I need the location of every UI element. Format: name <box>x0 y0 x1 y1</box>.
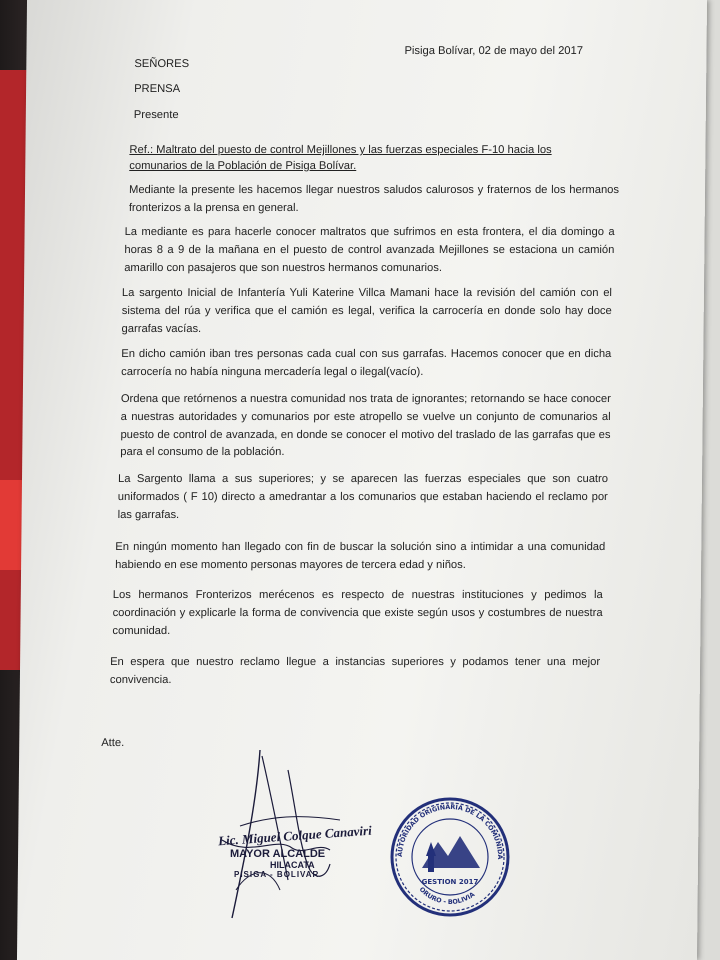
signature-block <box>200 740 373 920</box>
body-paragraph: Los hermanos Fronterizos merécenos es respecto de nuestras instituciones y pedimos la coordinación y explicarle la forma de convivencia que existe según usos y costumbres de nuestra comunidad. <box>112 589 603 637</box>
seal-ring-text: AUTORIDAD ORIGINARIA DE LA COMUNIDA <box>395 802 505 860</box>
svg-text:AUTORIDAD ORIGINARIA DE LA COM <box>388 794 504 859</box>
recipient-line: Presente <box>133 109 179 121</box>
recipient-line: PRENSA <box>134 83 181 95</box>
recipient-line: SEÑORES <box>134 58 190 70</box>
body-paragraph: La sargento Inicial de Infantería Yuli Katerine Villca Mamani hace la revisión del camión con el sistema del rúa y verifica que el camión es legal, verifica la carrocería en donde solo hay doce garrafas vacías. <box>121 287 613 335</box>
reference-line: comunarios de la Población de Pisiga Bolívar. <box>129 160 357 172</box>
signatory-title: MAYOR ALCALDE <box>230 848 326 860</box>
seal-bottom-text: ORURO - BOLIVIA <box>417 885 477 907</box>
body-paragraph: La mediante es para hacerle conocer maltratos que sufrimos en esta frontera, el dia domingo a horas 8 a 9 de la mañana en el puesto de control avanzada Mejillones se estaciona un camión amarillo con pasajeros que son nuestros hermanos comunarios. <box>124 226 615 274</box>
reference-line: Ref.: Maltrato del puesto de control Mejillones y las fuerzas especiales F-10 hacia los <box>129 144 552 156</box>
stamp-icon <box>388 794 512 920</box>
official-seal <box>388 794 512 920</box>
signatory-place: HILACATA <box>270 860 315 870</box>
body-paragraph: La Sargento llama a sus superiores; y se aparecen las fuerzas especiales que son cuatro uniformados ( F 10) directo a amedrantar a los comunarios que estaban haciendo el reclamo por las garrafas. <box>117 473 609 521</box>
body-paragraph: Ordena que retórnenos a nuestra comunidad nos trata de ignorantes; retornando se hace conocer a nuestras autoridades y comunarios por este atropello se vuelve un conjunto de comunarios al puesto de control de avanzada, en donde se conocer el motivo del traslado de las garrafas que es para el consumo de la población. <box>120 393 611 459</box>
signatory-name: Lic. Miguel Colque Canaviri <box>217 822 373 849</box>
closing-atte: Atte. <box>101 737 125 749</box>
svg-text:ORURO - BOLIVIA <box>418 885 477 906</box>
seal-year-text: GESTION 2017 <box>421 878 479 886</box>
body-paragraph: En dicho camión iban tres personas cada cual con sus garrafas. Hacemos conocer que en dicha carrocería no había ninguna mercadería legal o ilegal(vacío). <box>121 348 612 378</box>
place-and-date: Pisiga Bolívar, 02 de mayo del 2017 <box>404 45 584 57</box>
signatory-place: PISIGA - BOLIVAR <box>234 870 320 879</box>
body-paragraph: En ningún momento han llegado con fin de buscar la solución sino a intimidar a una comunidad habiendo en ese momento personas mayores de tercera edad y niños. <box>115 541 606 571</box>
body-paragraph: Mediante la presente les hacemos llegar nuestros saludos calurosos y fraternos de los hermanos fronterizos a la prensa en general. <box>128 184 620 214</box>
body-paragraph: En espera que nuestro reclamo llegue a instancias superiores y podamos tener una mejor convivencia. <box>109 656 601 686</box>
